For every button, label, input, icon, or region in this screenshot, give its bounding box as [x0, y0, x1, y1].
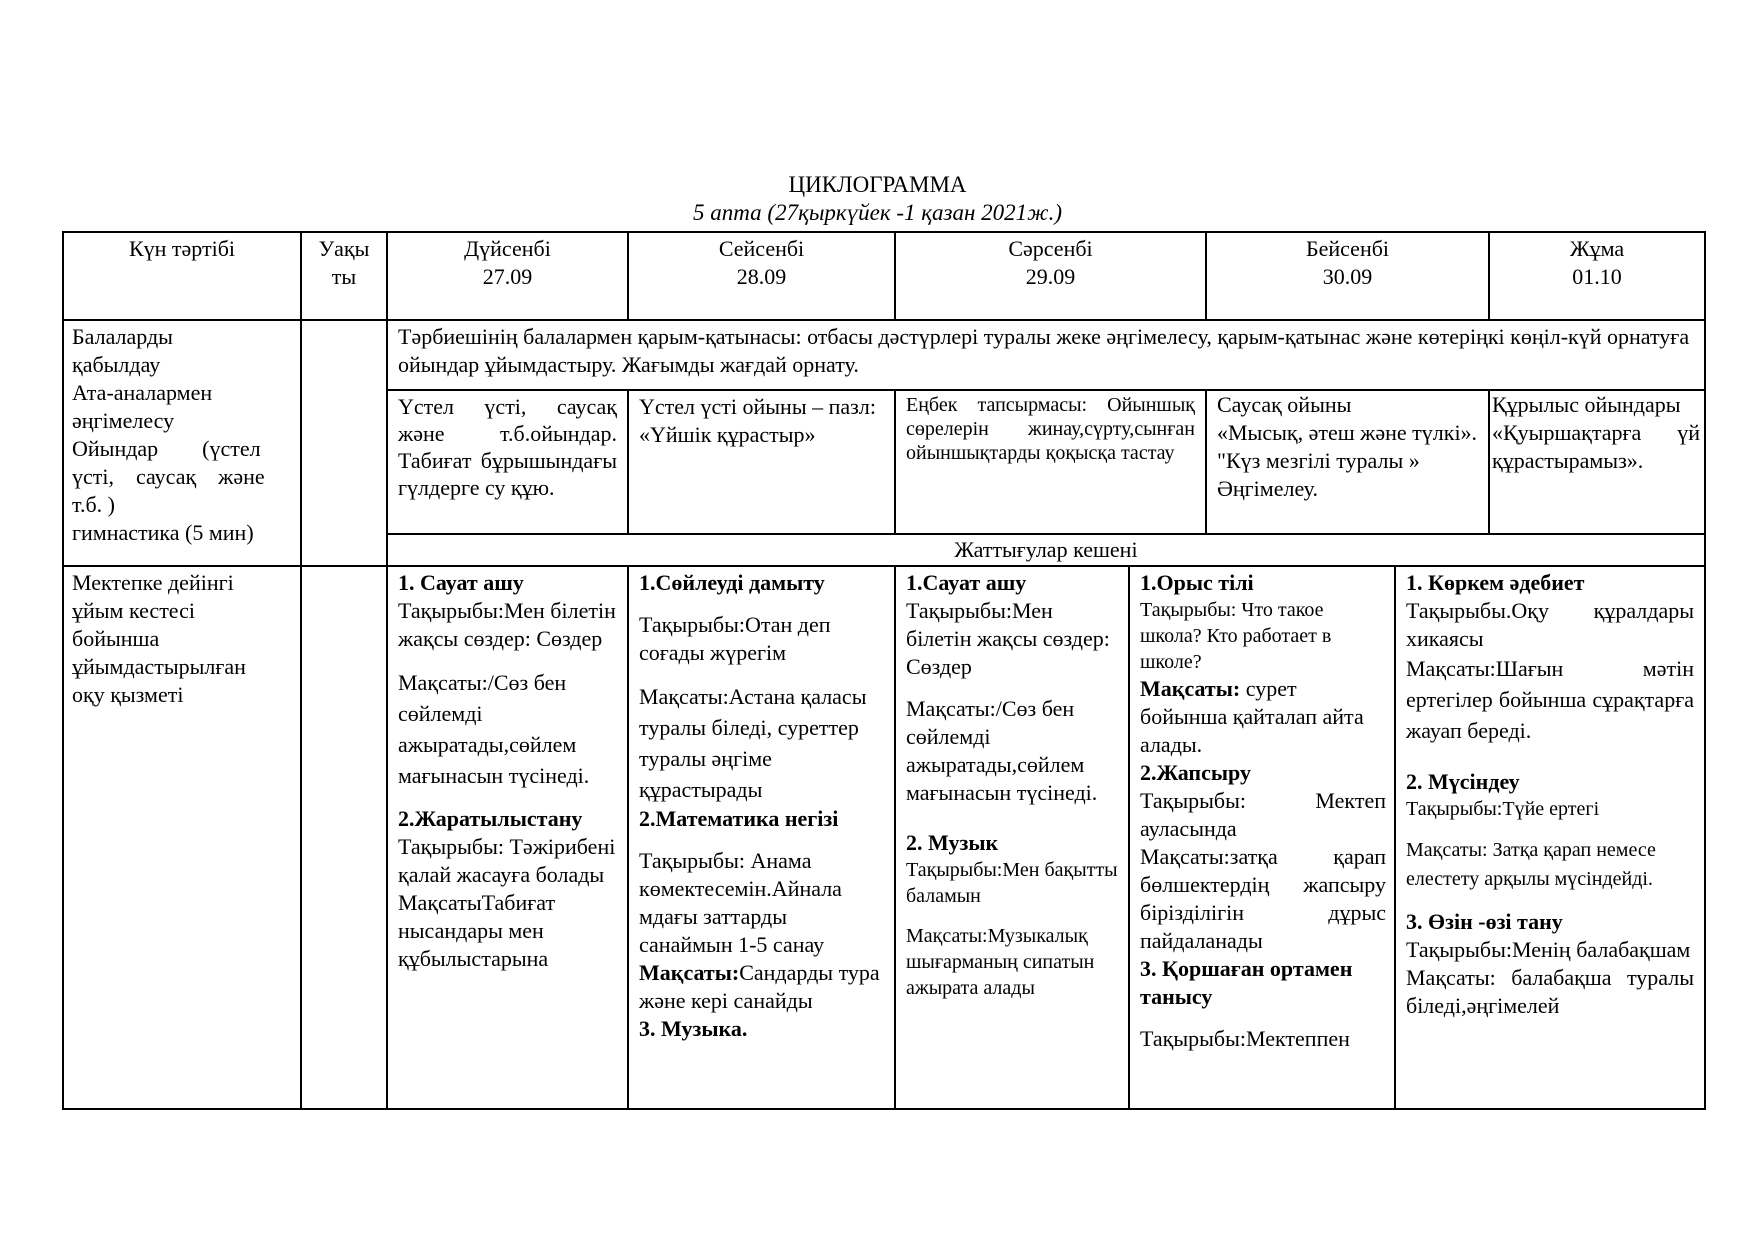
reception-wednesday-text: Еңбек тапсырмасы: Ойыншық сөрелерін жинау,сүрту,сынған ойыншықтарды қоқысқа тастау: [906, 394, 1195, 464]
reception-label-line: үсті, саусақ және: [72, 464, 265, 489]
day-name: Бейсенбі: [1305, 236, 1390, 261]
lesson-heading: 3. Өзін -өзі тану: [1406, 909, 1563, 934]
reception-label-line: гимнастика (5 мин): [72, 520, 254, 545]
reception-label-line: Балаларды: [72, 324, 173, 349]
lesson-heading: 1.Сауат ашу: [906, 570, 1027, 595]
day-name: Дүйсенбі: [464, 236, 551, 261]
header-routine-label: Күн тәртібі: [128, 236, 236, 261]
lesson-heading: 2.Жапсыру: [1140, 760, 1251, 785]
header-thursday: [1207, 233, 1490, 321]
lesson-topic: Тақырыбы: Мектеп ауласында: [1140, 788, 1386, 841]
reception-thursday-text-3: "Күз мезгілі туралы »: [1217, 448, 1420, 473]
lesson-goal: Мақсаты:Шағын мәтін ертегілер бойынша сұрақтарға жауап береді.: [1406, 656, 1694, 743]
lesson-topic: Тақырыбы:Мен білетін жақсы сөздер: Сөздер: [906, 598, 1110, 679]
lesson-topic: Тақырыбы:Мектеппен: [1140, 1026, 1350, 1051]
lesson-goal: Мақсаты:Сандарды тура және кері санайды: [639, 960, 880, 1013]
lesson-heading: 2. Мүсіндеу: [1406, 769, 1520, 794]
day-date: 27.09: [482, 264, 533, 289]
lesson-heading: 1. Сауат ашу: [398, 570, 524, 595]
reception-general-cell: [388, 321, 1706, 391]
lesson-goal: Мақсаты: сурет бойынша қайталап айта алады.: [1140, 676, 1364, 757]
reception-label-cell: [64, 321, 302, 567]
reception-label-line: қабылдау: [72, 352, 161, 377]
reception-wednesday-cell: [896, 391, 1207, 535]
lesson-goal: Мақсаты:затқа қарап бөлшектердің жапсыру бірізділігін дұрыс пайдаланады: [1140, 844, 1386, 953]
reception-label-line: Ата-аналармен: [72, 380, 213, 405]
lesson-heading: 3. Қоршаған ортамен танысу: [1140, 956, 1353, 1009]
lesson-goal: Мақсаты:/Сөз бен сөйлемді ажыратады,сөйлем мағынасын түсінеді.: [398, 670, 590, 788]
lesson-goal: Мақсаты:Астана қаласы туралы біледі, суреттер туралы әңгіме құрастырады: [639, 684, 867, 802]
reception-monday-text: Үстел үсті, саусақ және т.б.ойындар. Табиғат бұрышындағы гүлдерге су құю.: [398, 394, 617, 500]
lesson-goal: Мақсаты: балабақша туралы біледі,әңгімелей: [1406, 965, 1694, 1018]
reception-tuesday-text-1: Үстел үсті ойыны – пазл:: [639, 394, 876, 419]
lesson-heading: 2. Музык: [906, 830, 999, 855]
lesson-topic: Тақырыбы:Мен білетін жақсы сөздер: Сөздер: [398, 598, 616, 651]
lesson-topic: Тақырыбы:Менің балабақшам: [1406, 937, 1691, 962]
header-time: [302, 233, 388, 321]
lesson-goal: Мақсаты: Затқа қарап немесе елестету арқылы мүсіндейді.: [1406, 839, 1656, 890]
day-name: Жұма: [1569, 236, 1625, 261]
lessons-tuesday-cell: [629, 567, 896, 1110]
reception-general-text: Тәрбиешінің балалармен қарым-қатынасы: отбасы дәстүрлері туралы жеке әңгімелесу, қарым-қатынас және көтеріңкі көңіл-күй орнатуға ойындар ұйымдастыру. Жағымды жағдай орнату.: [398, 324, 1690, 377]
lessons-label-cell: [64, 567, 302, 1110]
lesson-heading: 2.Математика негізі: [639, 806, 839, 831]
reception-thursday-text-4: Әңгімелеу.: [1217, 476, 1318, 501]
lessons-wednesday-cell: [896, 567, 1130, 1110]
reception-label-line: т.б. ): [72, 492, 115, 517]
day-date: 29.09: [1025, 264, 1076, 289]
page-subtitle: 5 апта (27қыркүйек -1 қазан 2021ж.): [693, 200, 1062, 225]
lessons-label-line: оқу қызметі: [72, 682, 184, 707]
day-date: 01.10: [1572, 264, 1622, 289]
header-time-line2: ты: [331, 264, 357, 289]
day-name: Сәрсенбі: [1008, 236, 1093, 261]
lesson-topic: Тақырыбы:Түйе ертегі: [1406, 798, 1600, 820]
lessons-friday-cell: [1396, 567, 1706, 1110]
header-wednesday: [896, 233, 1207, 321]
lesson-topic: Тақырыбы:Мен бақытты баламын: [906, 859, 1118, 907]
schedule-table: [62, 231, 1706, 1110]
lesson-heading: 1.Орыс тілі: [1140, 570, 1254, 595]
reception-label-line: әңгімелесу: [72, 408, 175, 433]
lesson-heading: 1. Көркем әдебиет: [1406, 570, 1585, 595]
header-tuesday: [629, 233, 896, 321]
reception-thursday-cell: [1207, 391, 1490, 535]
reception-friday-text-1: Құрылыс ойындары: [1492, 392, 1681, 417]
day-name: Сейсенбі: [718, 236, 805, 261]
lesson-topic: Тақырыбы:Отан деп соғады жүрегім: [639, 612, 831, 665]
lesson-topic: Тақырыбы: Тәжірибені қалай жасауға болады МақсатыТабиғат нысандары мен құбылыстарына: [398, 834, 616, 971]
lesson-topic: Тақырыбы: Анама көмектесемін.Айнала мдағы заттарды санаймын 1-5 санау: [639, 848, 842, 957]
lesson-topic: Тақырыбы: Что такое школа? Кто работает в школе?: [1140, 599, 1332, 673]
page-title: ЦИКЛОГРАММА: [788, 172, 967, 197]
lessons-thursday-cell: [1130, 567, 1396, 1110]
header-monday: [388, 233, 629, 321]
lesson-heading: 1.Сөйлеуді дамыту: [639, 570, 825, 595]
day-date: 30.09: [1322, 264, 1373, 289]
reception-tuesday-text-2: «Үйшік құрастыр»: [639, 422, 816, 447]
day-date: 28.09: [736, 264, 787, 289]
header-time-line1: Уақы: [318, 236, 370, 261]
lesson-goal: Мақсаты:Музыкалық шығарманың сипатын ажырата алады: [906, 925, 1095, 999]
lesson-goal: Мақсаты:/Сөз бен сөйлемді ажыратады,сөйлем мағынасын түсінеді.: [906, 696, 1098, 805]
reception-friday-text-2: «Қуыршақтарға үй құрастырамыз».: [1492, 420, 1700, 473]
exercise-text: Жаттығулар кешені: [954, 537, 1138, 562]
reception-thursday-text-1: Саусақ ойыны: [1217, 392, 1352, 417]
lessons-label-line: ұйым кестесі: [72, 598, 195, 623]
lessons-time-cell: [302, 567, 388, 1110]
lesson-heading: 2.Жаратылыстану: [398, 806, 583, 831]
reception-friday-cell: [1490, 391, 1706, 535]
header-friday: [1490, 233, 1706, 321]
lessons-monday-cell: [388, 567, 629, 1110]
header-routine: [64, 233, 302, 321]
reception-time-cell: [302, 321, 388, 567]
reception-tuesday-cell: [629, 391, 896, 535]
lessons-label-line: Мектепке дейінгі: [72, 570, 234, 595]
reception-monday-cell: [388, 391, 629, 535]
lesson-topic: Тақырыбы.Оқу құралдары хикаясы: [1406, 598, 1694, 651]
reception-label-line: Ойындар (үстел: [72, 436, 261, 461]
lessons-label-line: ұйымдастырылған: [72, 654, 246, 679]
exercise-cell: [388, 535, 1706, 567]
lesson-heading: 3. Музыка.: [639, 1016, 748, 1041]
lessons-label-line: бойынша: [72, 626, 160, 651]
reception-thursday-text-2: «Мысық, әтеш және түлкі».: [1217, 420, 1478, 445]
